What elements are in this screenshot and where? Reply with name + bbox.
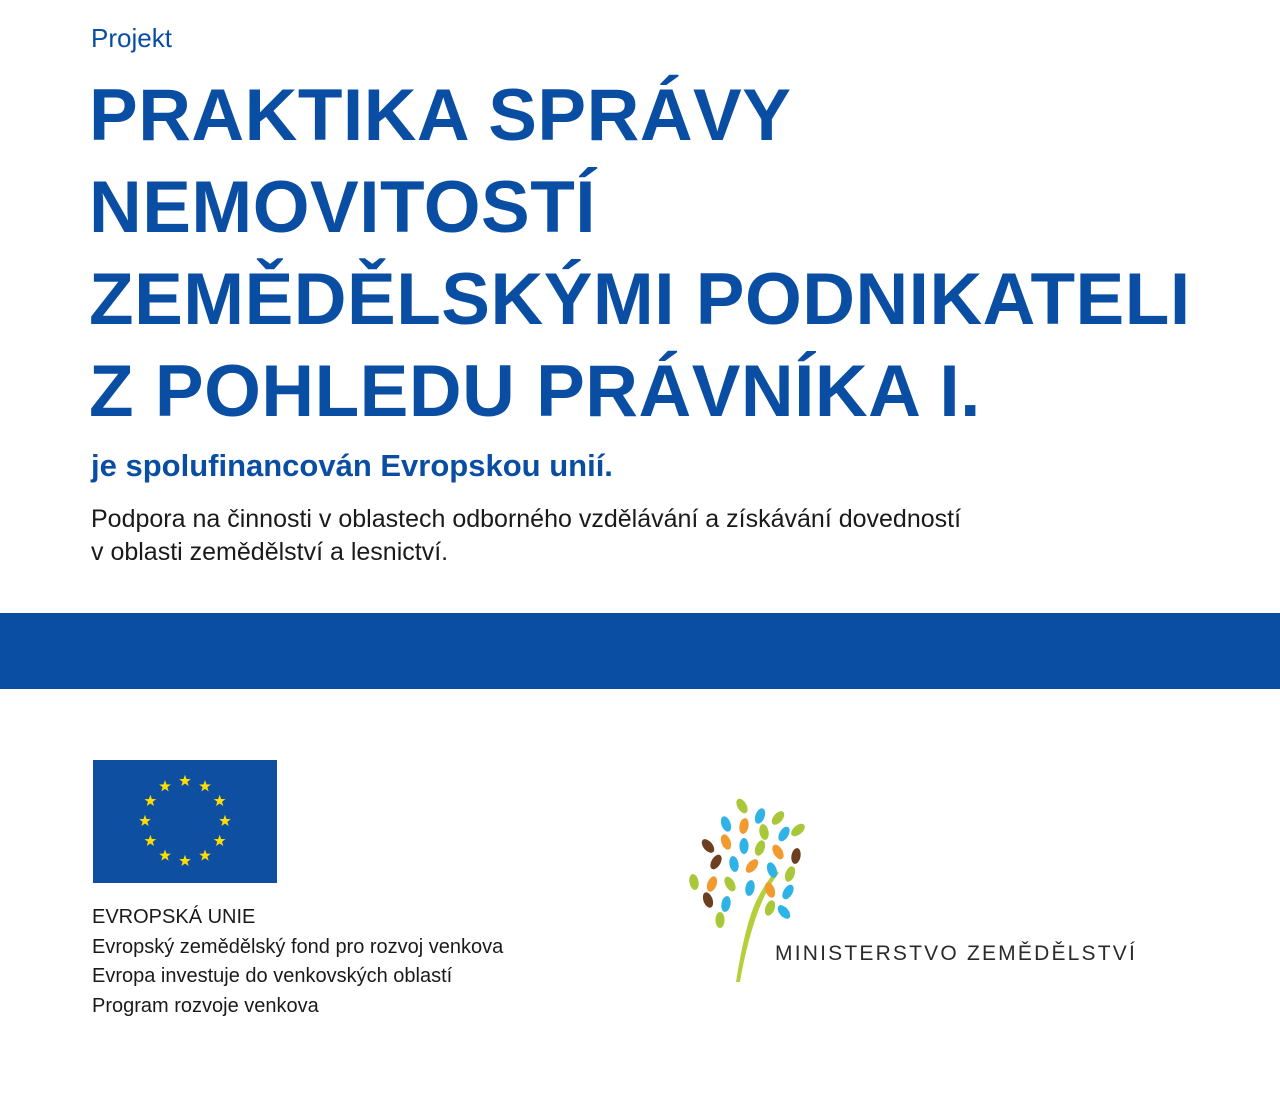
tree-leaf	[789, 821, 807, 838]
support-description	[91, 503, 961, 569]
tree-leaf	[744, 879, 756, 896]
eu-fund-text	[92, 903, 503, 1021]
tree-leaf	[758, 823, 770, 840]
eu-star-icon	[214, 795, 226, 806]
tree-leaf	[780, 883, 796, 901]
eu-star-icon	[159, 780, 171, 791]
eu-star-icon	[159, 849, 171, 860]
project-title-line: PRAKTIKA SPRÁVY	[89, 75, 792, 156]
ministry-name: MINISTERSTVO ZEMĚDĚLSTVÍ	[775, 942, 1138, 965]
blue-divider-band	[0, 613, 1280, 689]
tree-leaf	[699, 837, 716, 855]
tree-leaf	[708, 853, 724, 871]
tree-leaf	[705, 875, 719, 893]
eu-star-icon	[179, 775, 191, 786]
tree-leaf	[701, 891, 715, 909]
support-description-line: v oblasti zemědělství a lesnictví.	[91, 538, 449, 566]
tree-leaf	[769, 809, 786, 827]
tree-leaf	[775, 903, 792, 921]
support-description-line: Podpora na činnosti v oblastech odborného vzdělávání a získávání dovedností	[91, 505, 962, 533]
eu-star-icon	[144, 835, 156, 846]
project-label: Projekt	[91, 23, 172, 53]
eu-star-icon	[214, 835, 226, 846]
tree-leaf	[722, 875, 738, 893]
tree-leaf	[688, 873, 700, 890]
tree-leaf	[738, 817, 750, 834]
tree-leaf	[719, 815, 733, 833]
eu-text-line: EVROPSKÁ UNIE	[92, 906, 256, 928]
tree-leaf	[743, 857, 760, 875]
tree-leaf	[770, 843, 786, 861]
eu-text-line: Program rozvoje venkova	[92, 994, 319, 1017]
project-title-line: NEMOVITOSTÍ	[89, 167, 597, 248]
tree-leaf	[715, 912, 724, 928]
tree-leaf	[739, 838, 748, 854]
cofinanced-statement: je spolufinancován Evropskou unií.	[91, 448, 613, 483]
eu-flag-stars	[93, 760, 277, 883]
tree-leaf	[790, 847, 802, 864]
eu-star-icon	[179, 855, 191, 866]
tree-leaf	[763, 899, 777, 917]
eu-star-icon	[144, 795, 156, 806]
tree-leaf	[719, 833, 733, 851]
eu-star-icon	[199, 780, 211, 791]
tree-leaf	[783, 865, 797, 883]
eu-star-icon	[199, 849, 211, 860]
project-title-line: ZEMĚDĚLSKÝMI PODNIKATELI	[89, 259, 1191, 340]
eu-text-line: Evropa investuje do venkovských oblastí	[92, 965, 453, 987]
eu-star-icon	[139, 815, 151, 826]
eu-star-icon	[219, 815, 231, 826]
tree-leaf	[720, 895, 732, 912]
project-title	[89, 70, 1249, 438]
eu-flag-icon	[93, 760, 277, 883]
eu-text-line: Evropský zemědělský fond pro rozvoj venkova	[92, 935, 504, 958]
tree-leaf	[728, 855, 740, 872]
tree-leaf	[753, 807, 767, 825]
tree-leaf	[734, 797, 750, 815]
tree-leaf	[776, 825, 792, 843]
project-title-line: Z POHLEDU PRÁVNÍKA I.	[89, 351, 981, 432]
tree-leaf	[765, 861, 779, 879]
tree-leaf	[753, 839, 767, 857]
